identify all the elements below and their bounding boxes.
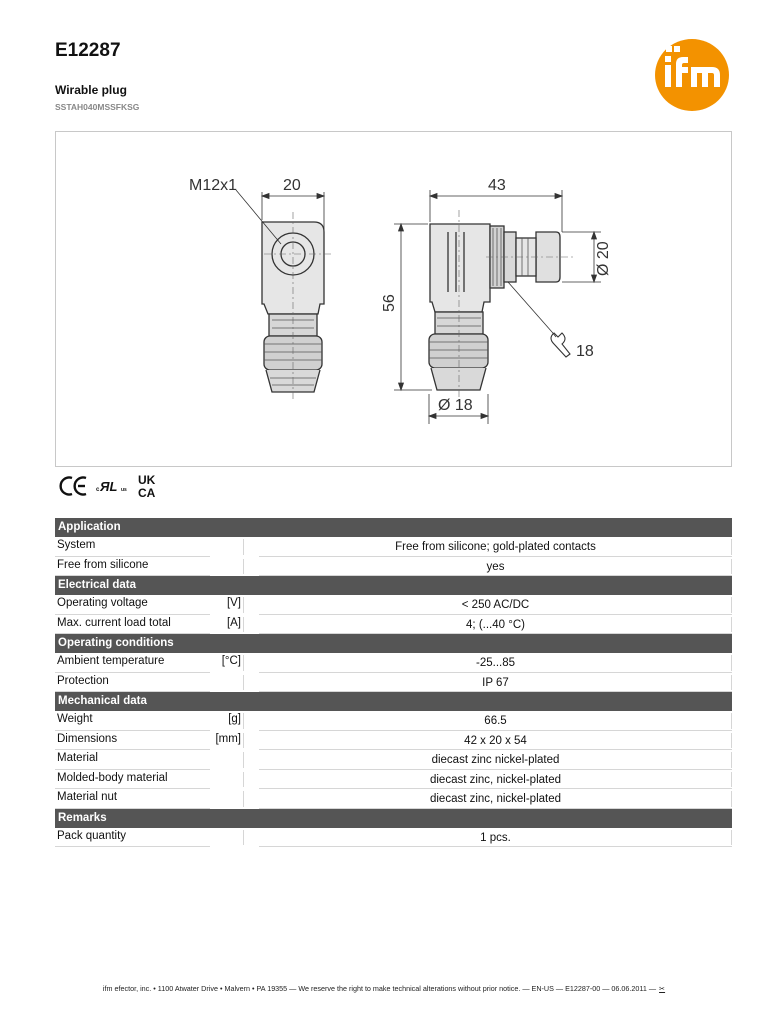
spec-value: 4; (...40 °C) <box>466 618 525 631</box>
spec-unit: [°C] <box>221 655 241 667</box>
spec-value: diecast zinc, nickel-plated <box>429 773 562 786</box>
spec-row <box>55 557 732 577</box>
product-code: E12287 <box>55 40 121 61</box>
spec-row <box>55 595 732 615</box>
footer-text: ifm efector, inc. • 1100 Atwater Drive • Malvern • PA 19355 — We reserve the right to make technical alterations without prior notice. — EN-US — E12287-00 — 06.06.2011 — <box>102 984 657 993</box>
drawing-label-wrench-size: 18 <box>576 343 594 360</box>
spec-row <box>55 615 732 635</box>
section-header-mechanical: Mechanical data <box>55 692 732 711</box>
spec-value: yes <box>486 560 505 573</box>
spec-unit: [g] <box>228 713 241 725</box>
svg-text:us: us <box>121 487 127 493</box>
drawing-label-length: 43 <box>488 177 506 194</box>
spec-label: Ambient temperature <box>57 655 165 667</box>
spec-row <box>55 828 732 848</box>
spec-value: 66.5 <box>484 715 507 727</box>
scissor-icon: ✂ <box>659 984 666 993</box>
spec-row <box>55 653 732 673</box>
spec-label: System <box>57 539 96 551</box>
svg-text:UK: UK <box>138 473 156 487</box>
article-code: SSTAH040MSSFKSG <box>55 102 140 112</box>
spec-label: Max. current load total <box>57 616 171 629</box>
spec-row <box>55 711 732 731</box>
spec-row <box>55 537 732 557</box>
ul-mark <box>96 479 127 494</box>
section-header-electrical: Electrical data <box>55 576 732 595</box>
spec-value: diecast zinc nickel-plated <box>431 754 560 766</box>
spec-label: Molded-body material <box>57 771 168 784</box>
logo-text: ifm <box>691 108 693 109</box>
section-header-remarks: Remarks <box>55 809 732 828</box>
cert-ukca-text: UKCA <box>138 501 141 502</box>
spec-label: Material <box>57 752 98 764</box>
spec-row <box>55 770 732 790</box>
drawing-label-diameter-nut: Ø 20 <box>595 241 612 276</box>
cert-ul-text: cRUus <box>98 500 102 501</box>
spec-unit: [mm] <box>215 732 241 745</box>
spec-value: 42 x 20 x 54 <box>464 734 527 747</box>
spec-table <box>55 518 732 847</box>
spec-label: Weight <box>57 713 93 725</box>
spec-label: Free from silicone <box>57 558 149 571</box>
spec-value: diecast zinc, nickel-plated <box>429 793 562 805</box>
spec-row <box>55 673 732 693</box>
drawing-label-width-front: 20 <box>283 177 301 194</box>
product-name: Wirable plug <box>55 83 127 97</box>
dimension-drawing <box>55 131 732 467</box>
ifm-logo <box>654 38 730 112</box>
spec-label: Operating voltage <box>57 597 148 609</box>
ukca-mark <box>138 473 156 500</box>
cert-ce-text: CE <box>60 500 62 501</box>
spec-label: Dimensions <box>57 732 118 745</box>
spec-unit: [A] <box>226 616 241 629</box>
drawing-label-diameter-body: Ø 18 <box>438 397 473 414</box>
spec-row <box>55 789 732 809</box>
svg-text:ЯL: ЯL <box>100 479 118 494</box>
spec-row <box>55 731 732 751</box>
svg-text:c: c <box>96 487 100 493</box>
spec-label: Pack quantity <box>57 829 127 842</box>
spec-value: < 250 AC/DC <box>461 599 530 611</box>
section-header-operating: Operating conditions <box>55 634 732 653</box>
ce-mark <box>61 478 86 495</box>
spec-unit: [V] <box>226 597 241 609</box>
spec-label: Protection <box>57 674 109 687</box>
footer <box>0 984 768 993</box>
spec-value: IP 67 <box>482 676 509 689</box>
spec-value: -25...85 <box>476 657 515 669</box>
spec-value: 1 pcs. <box>480 831 511 844</box>
spec-row <box>55 750 732 770</box>
spec-label: Material nut <box>57 791 118 803</box>
certification-marks <box>58 472 168 502</box>
drawing-label-height: 56 <box>381 294 398 312</box>
spec-value: Free from silicone; gold-plated contacts <box>395 541 596 553</box>
drawing-label-thread: M12x1 <box>189 177 238 194</box>
section-header-application: Application <box>55 518 732 537</box>
svg-text:CA: CA <box>138 486 156 500</box>
